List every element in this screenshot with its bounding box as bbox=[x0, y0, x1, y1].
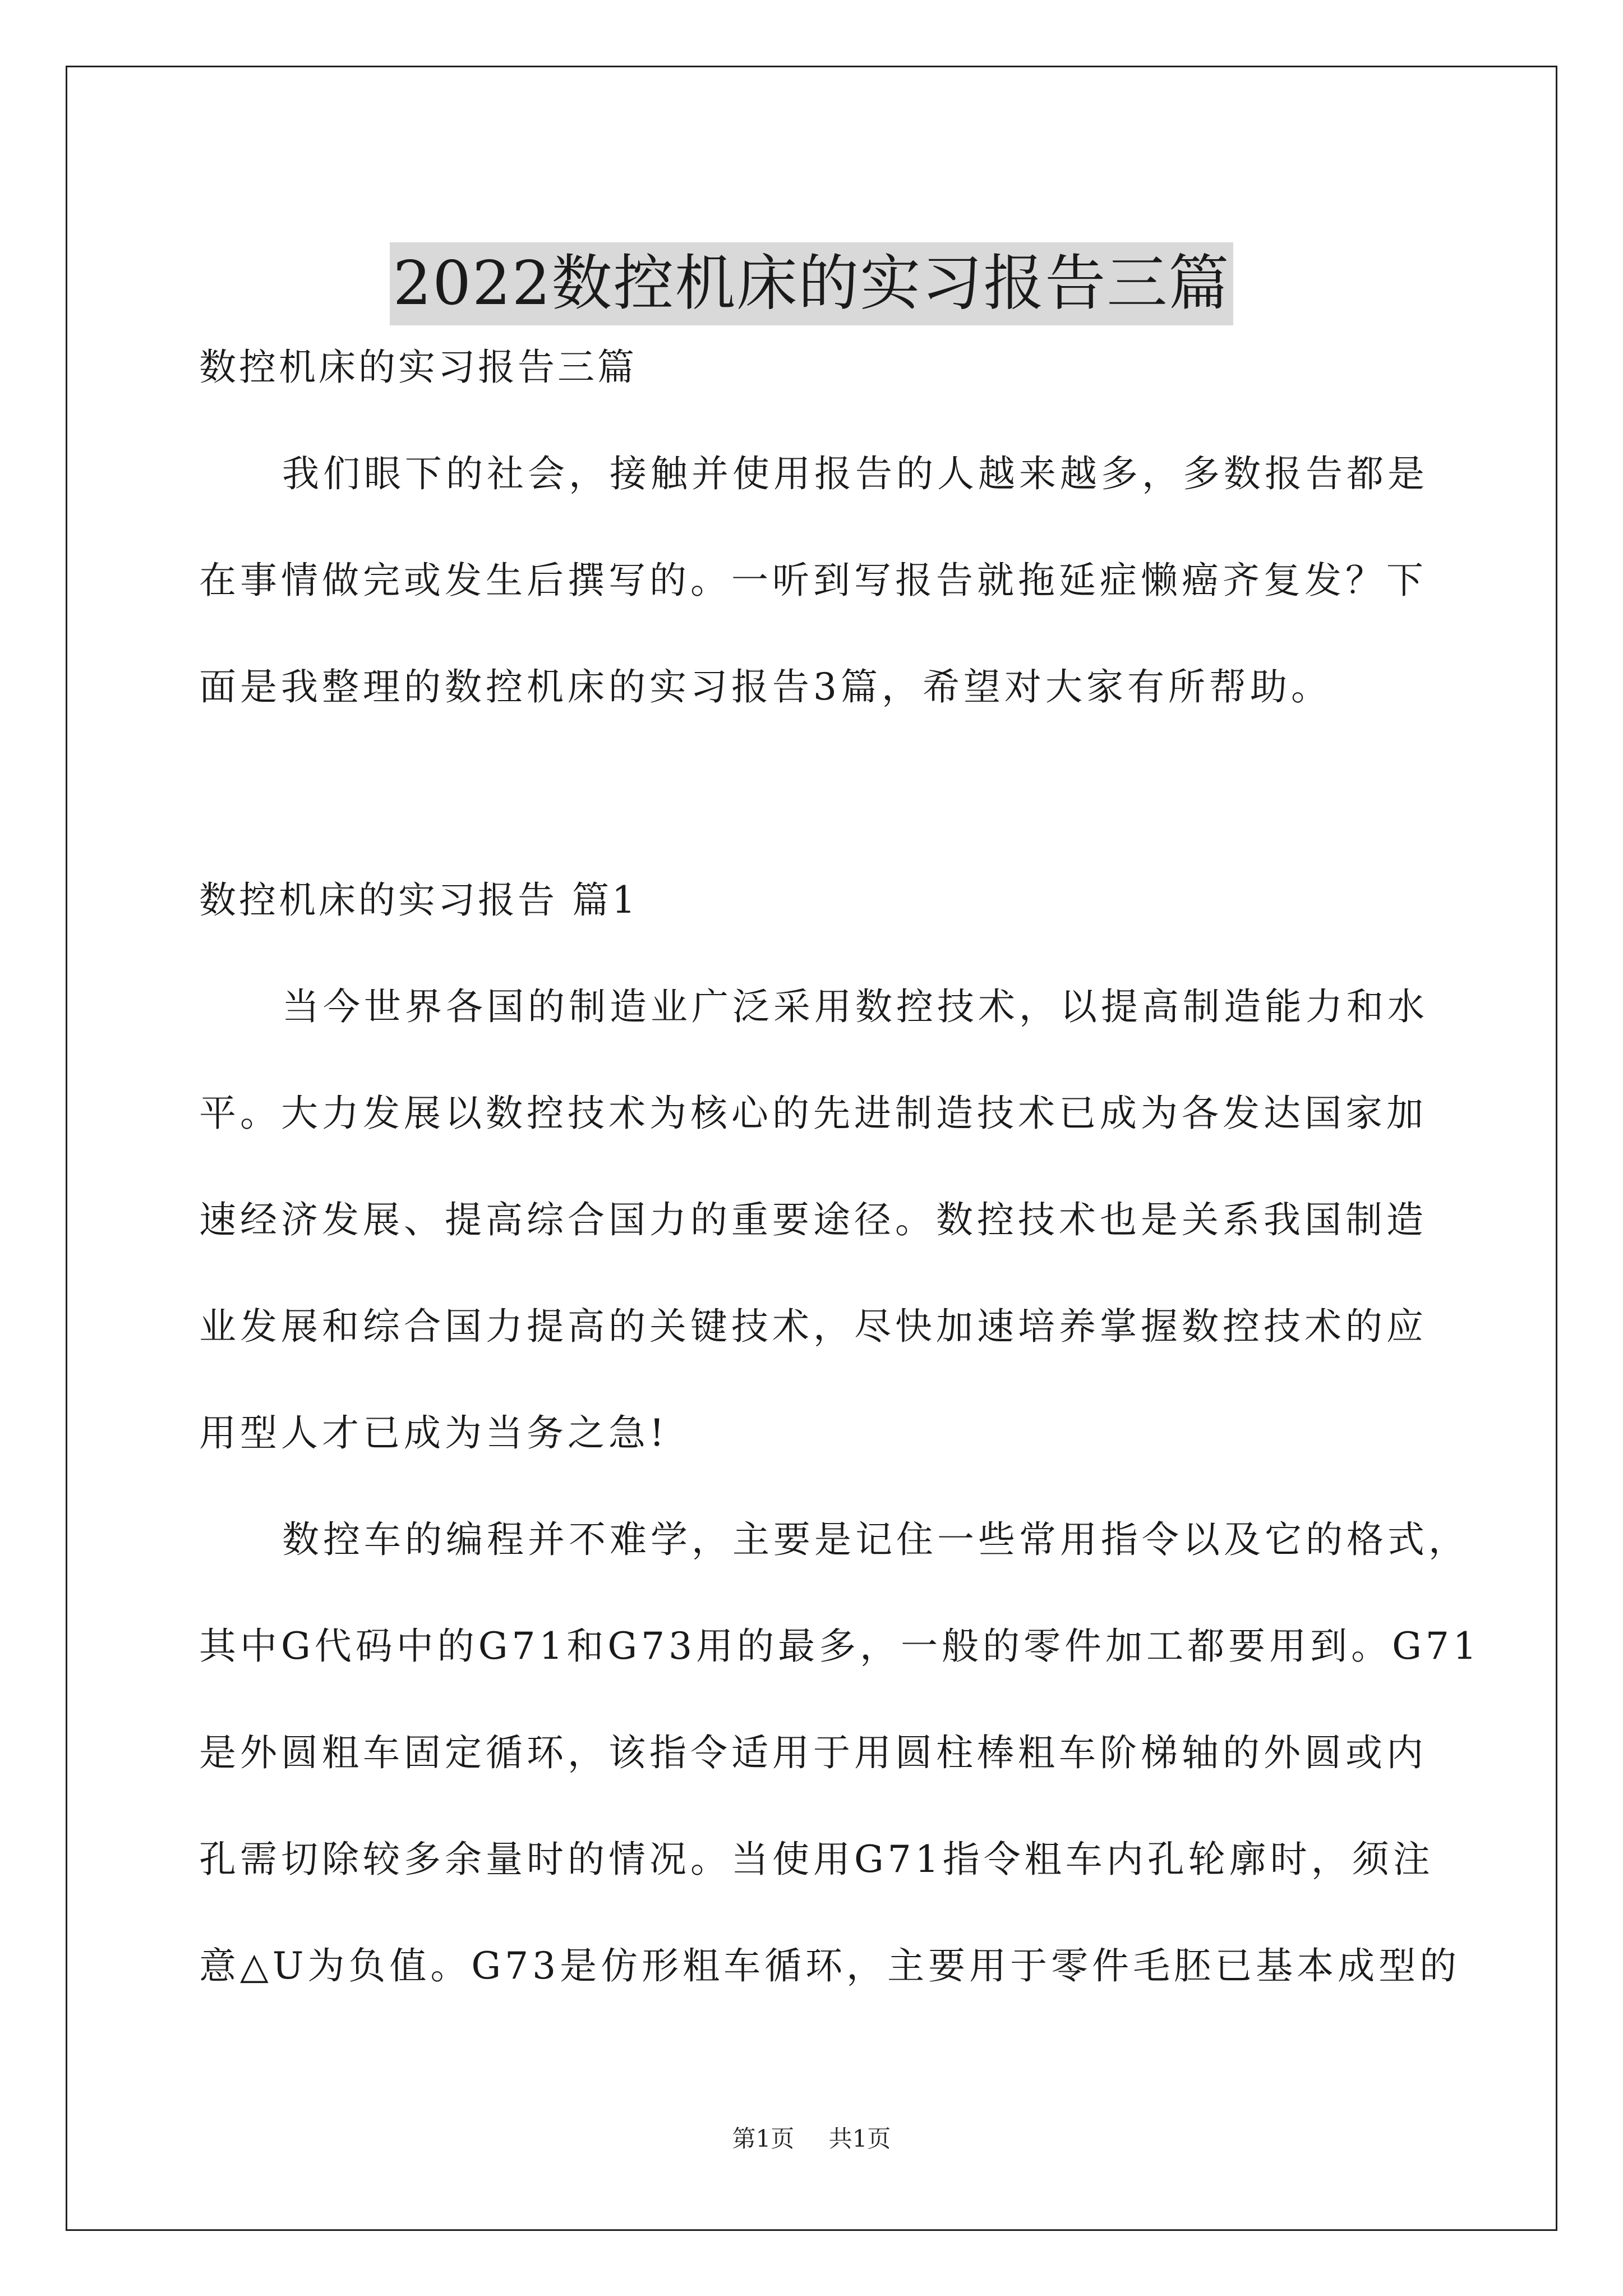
paragraph-line: 在事情做完或发生后撰写的。一听到写报告就拖延症懒癌齐复发？下 bbox=[199, 559, 1427, 602]
paragraph-line: 用型人才已成为当务之急! bbox=[199, 1411, 668, 1455]
paragraph-line: 我们眼下的社会，接触并使用报告的人越来越多，多数报告都是 bbox=[282, 452, 1428, 495]
paragraph-line: 孔需切除较多余量时的情况。当使用G71指令粗车内孔轮廓时，须注 bbox=[199, 1838, 1434, 1881]
document-subtitle: 数控机床的实习报告三篇 bbox=[199, 346, 637, 389]
paragraph-line: 平。大力发展以数控技术为核心的先进制造技术已成为各发达国家加 bbox=[199, 1092, 1427, 1135]
paragraph-line: 其中G代码中的G71和G73用的最多，一般的零件加工都要用到。G71 bbox=[199, 1625, 1481, 1668]
section1-paragraph-2 bbox=[199, 1487, 1481, 2019]
section-heading: 数控机床的实习报告 篇1 bbox=[199, 878, 638, 922]
paragraph-line: 面是我整理的数控机床的实习报告3篇，希望对大家有所帮助。 bbox=[199, 665, 1332, 708]
page-number: 第1页 bbox=[732, 2125, 795, 2152]
paragraph-line: 业发展和综合国力提高的关键技术，尽快加速培养掌握数控技术的应 bbox=[199, 1305, 1427, 1348]
paragraph-line: 意△U为负值。G73是仿形粗车循环，主要用于零件毛胚已基本成型的 bbox=[199, 1944, 1461, 1987]
paragraph-line: 是外圆粗车固定循环，该指令适用于用圆柱棒粗车阶梯轴的外圆或内 bbox=[199, 1731, 1427, 1774]
page-footer bbox=[0, 2120, 1623, 2154]
document-body bbox=[199, 314, 1481, 2019]
section-spacer bbox=[199, 740, 1433, 847]
intro-paragraph bbox=[199, 421, 1433, 740]
section1-paragraph-1 bbox=[199, 954, 1433, 1487]
paragraph-line: 速经济发展、提高综合国力的重要途径。数控技术也是关系我国制造 bbox=[199, 1198, 1427, 1241]
document-title: 2022数控机床的实习报告三篇 bbox=[390, 242, 1234, 325]
paragraph-line: 数控车的编程并不难学，主要是记住一些常用指令以及它的格式， bbox=[282, 1518, 1469, 1561]
page-total: 共1页 bbox=[828, 2125, 891, 2152]
paragraph-line: 当今世界各国的制造业广泛采用数控技术，以提高制造能力和水 bbox=[282, 985, 1428, 1028]
